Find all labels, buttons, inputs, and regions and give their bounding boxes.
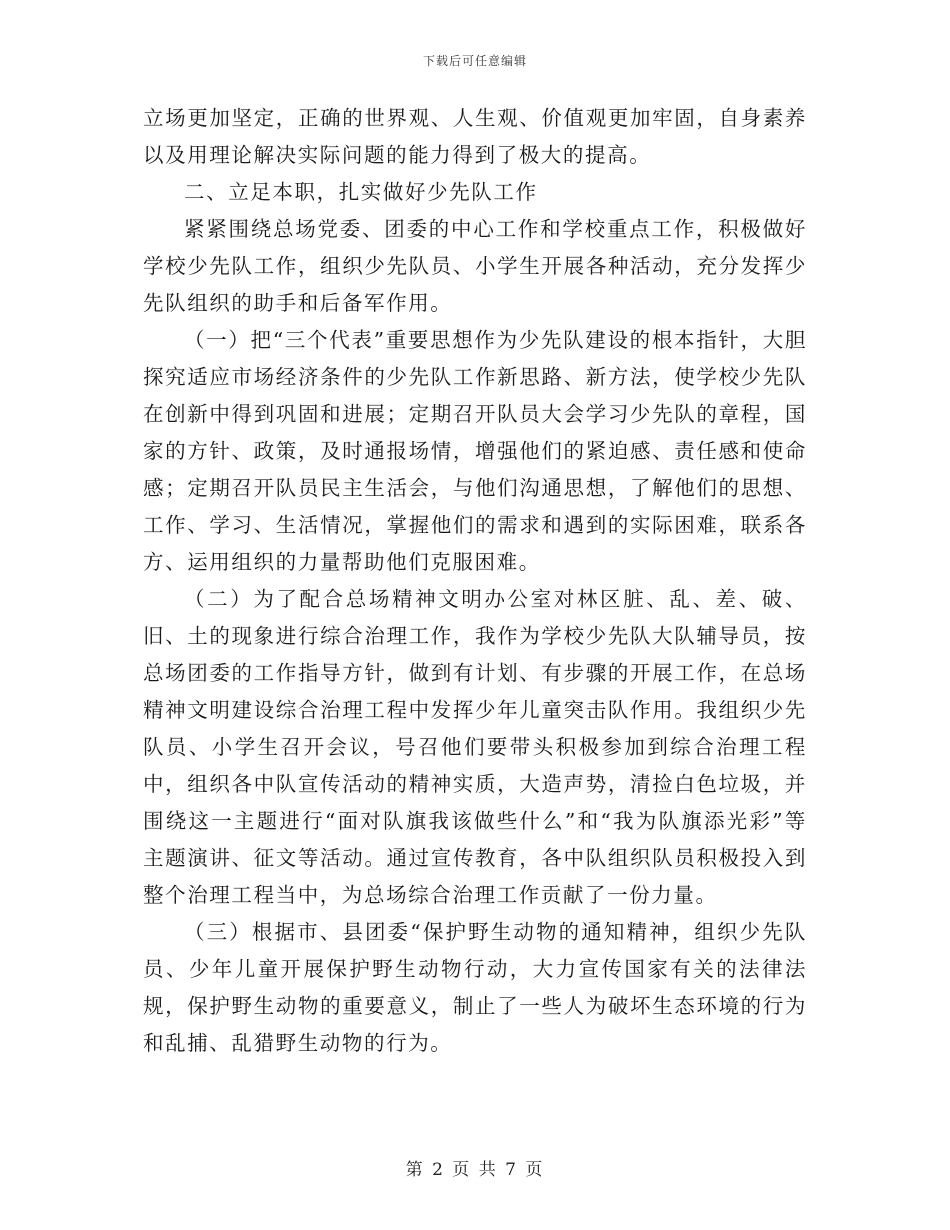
section-heading: 二、立足本职，扎实做好少先队工作 [184, 180, 538, 204]
paragraph-item-3: （三）根据市、县团委“保护野生动物的通知精神，组织少先队员、少年儿童开展保护野生动物行动，大力宣传国家有关的法律法规，保护野生动物的重要意义，制止了一些人为破坏生态环境的行为和乱捕、乱猎野生动物的行为。 [143, 920, 807, 1055]
page-number-footer: 第 2 页 共 7 页 [405, 1160, 545, 1180]
paragraph-item-1: （一）把“三个代表”重要思想作为少先队建设的根本指针，大胆探究适应市场经济条件的少先队工作新思路、新方法，使学校少先队在创新中得到巩固和进展；定期召开队员大会学习少先队的章程，国家的方针、政策，及时通报场情，增强他们的紧迫感、责任感和使命感；定期召开队员民主生活会，与他们沟通思想，了解他们的思想、工作、学习、生活情况，掌握他们的需求和遇到的实际困难，联系各方、运用组织的力量帮助他们克服困难。 [143, 328, 807, 574]
document-body [143, 100, 807, 1062]
paragraph-continuation: 立场更加坚定，正确的世界观、人生观、价值观更加牢固，自身素养以及用理论解决实际问题的能力得到了极大的提高。 [143, 106, 807, 167]
paragraph-item-2: （二）为了配合总场精神文明办公室对林区脏、乱、差、破、旧、土的现象进行综合治理工作，我作为学校少先队大队辅导员，按总场团委的工作指导方针，做到有计划、有步骤的开展工作，在总场精神文明建设综合治理工程中发挥少年儿童突击队作用。我组织少先队员、小学生召开会议，号召他们要带头积极参加到综合治理工程中，组织各中队宣传活动的精神实质，大造声势，清捡白色垃圾，并围绕这一主题进行“面对队旗我该做些什么”和“我为队旗添光彩”等主题演讲、征文等活动。通过宣传教育，各中队组织队员积极投入到整个治理工程当中，为总场综合治理工作贡献了一份力量。 [143, 587, 807, 907]
paragraph-intro: 紧紧围绕总场党委、团委的中心工作和学校重点工作，积极做好学校少先队工作，组织少先队员、小学生开展各种活动，充分发挥少先队组织的助手和后备军作用。 [143, 217, 807, 315]
page-header: 下载后可任意编辑 [422, 54, 527, 68]
